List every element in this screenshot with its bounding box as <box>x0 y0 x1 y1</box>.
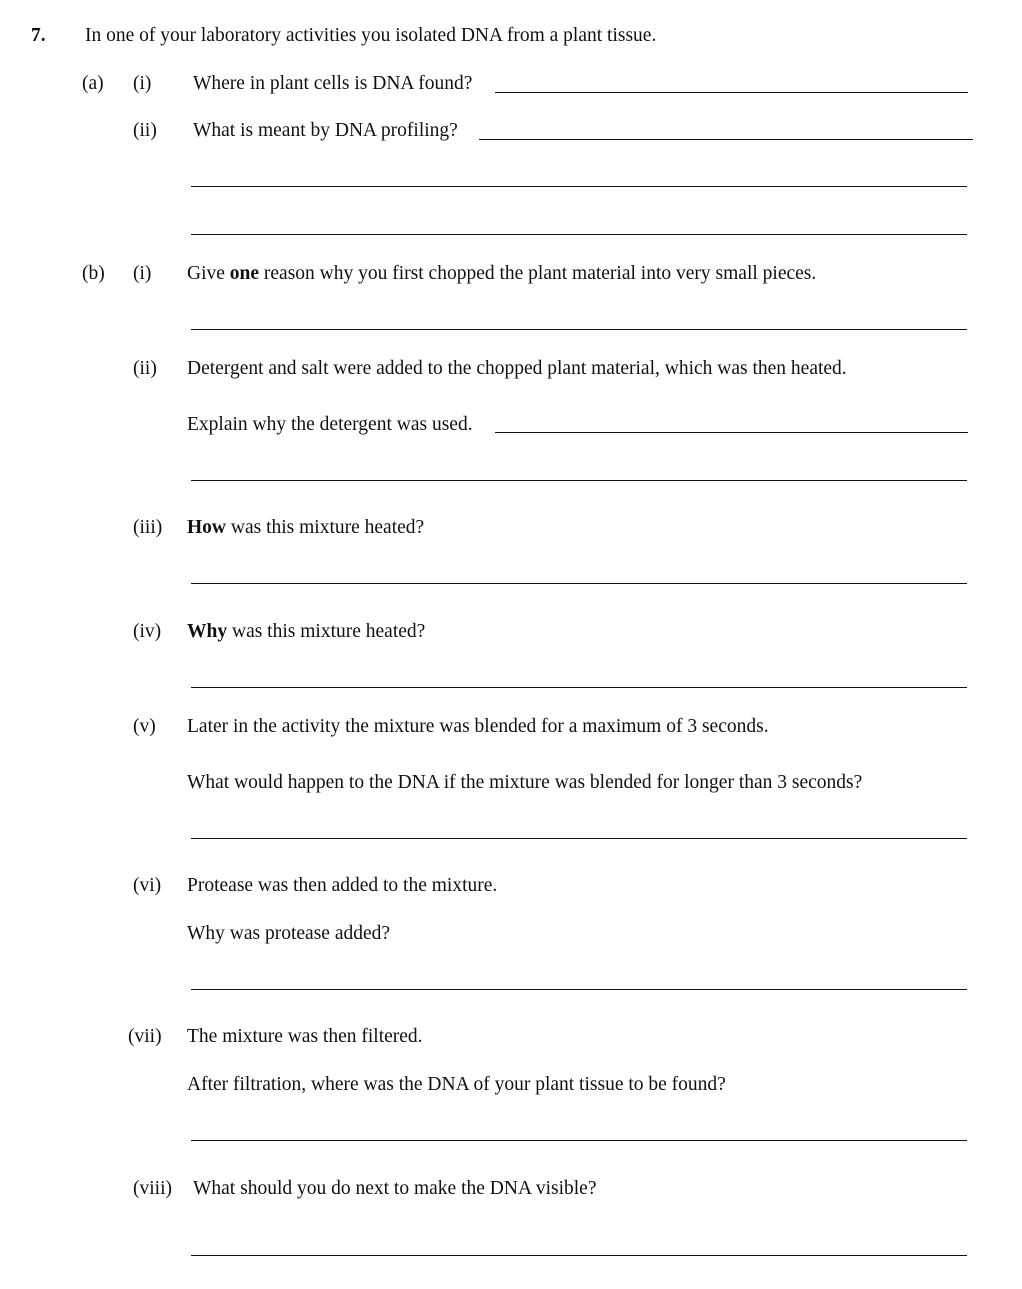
part-a-label: (a) <box>82 73 104 94</box>
question-number: 7. <box>31 25 46 46</box>
answer-line-b-vi[interactable] <box>191 989 967 990</box>
part-b-vi-prompt: Why was protease added? <box>187 923 391 944</box>
answer-line-a-ii-2[interactable] <box>191 186 967 187</box>
answer-line-b-vii[interactable] <box>191 1140 967 1141</box>
part-b-iv-label: (iv) <box>133 621 162 642</box>
part-b-ii-prompt: Explain why the detergent was used. <box>187 414 473 435</box>
part-a-i-text: Where in plant cells is DNA found? <box>193 73 473 94</box>
part-b-v-text: Later in the activity the mixture was blended for a maximum of 3 seconds. <box>187 716 769 737</box>
part-b-label: (b) <box>82 263 105 284</box>
part-b-ii-label: (ii) <box>133 358 157 379</box>
answer-line-b-viii[interactable] <box>191 1255 967 1256</box>
part-b-i-label: (i) <box>133 263 152 284</box>
part-a-ii-label: (ii) <box>133 120 157 141</box>
part-b-vi-label: (vi) <box>133 875 162 896</box>
answer-line-a-i[interactable] <box>495 92 968 93</box>
part-b-viii-label: (viii) <box>133 1178 172 1199</box>
answer-line-b-ii-1[interactable] <box>495 432 968 433</box>
part-b-iii-text: How was this mixture heated? <box>187 517 425 538</box>
part-b-iii-label: (iii) <box>133 517 163 538</box>
part-a-i-label: (i) <box>133 73 152 94</box>
part-b-vii-prompt: After filtration, where was the DNA of your plant tissue to be found? <box>187 1074 726 1095</box>
part-b-vii-label: (vii) <box>128 1026 162 1047</box>
answer-line-b-v[interactable] <box>191 838 967 839</box>
part-b-vii-text: The mixture was then filtered. <box>187 1026 423 1047</box>
answer-line-b-ii-2[interactable] <box>191 480 967 481</box>
part-b-viii-text: What should you do next to make the DNA visible? <box>193 1178 597 1199</box>
answer-line-a-ii-3[interactable] <box>191 234 967 235</box>
part-b-v-prompt: What would happen to the DNA if the mixture was blended for longer than 3 seconds? <box>187 772 863 793</box>
part-b-ii-text: Detergent and salt were added to the chopped plant material, which was then heated. <box>187 358 847 379</box>
part-b-v-label: (v) <box>133 716 156 737</box>
part-b-vi-text: Protease was then added to the mixture. <box>187 875 498 896</box>
part-b-i-text: Give one reason why you first chopped the plant material into very small pieces. <box>187 263 817 284</box>
answer-line-b-iv[interactable] <box>191 687 967 688</box>
answer-line-a-ii-1[interactable] <box>479 139 973 140</box>
question-intro: In one of your laboratory activities you isolated DNA from a plant tissue. <box>85 25 657 46</box>
answer-line-b-iii[interactable] <box>191 583 967 584</box>
part-b-iv-text: Why was this mixture heated? <box>187 621 426 642</box>
answer-line-b-i[interactable] <box>191 329 967 330</box>
part-a-ii-text: What is meant by DNA profiling? <box>193 120 458 141</box>
